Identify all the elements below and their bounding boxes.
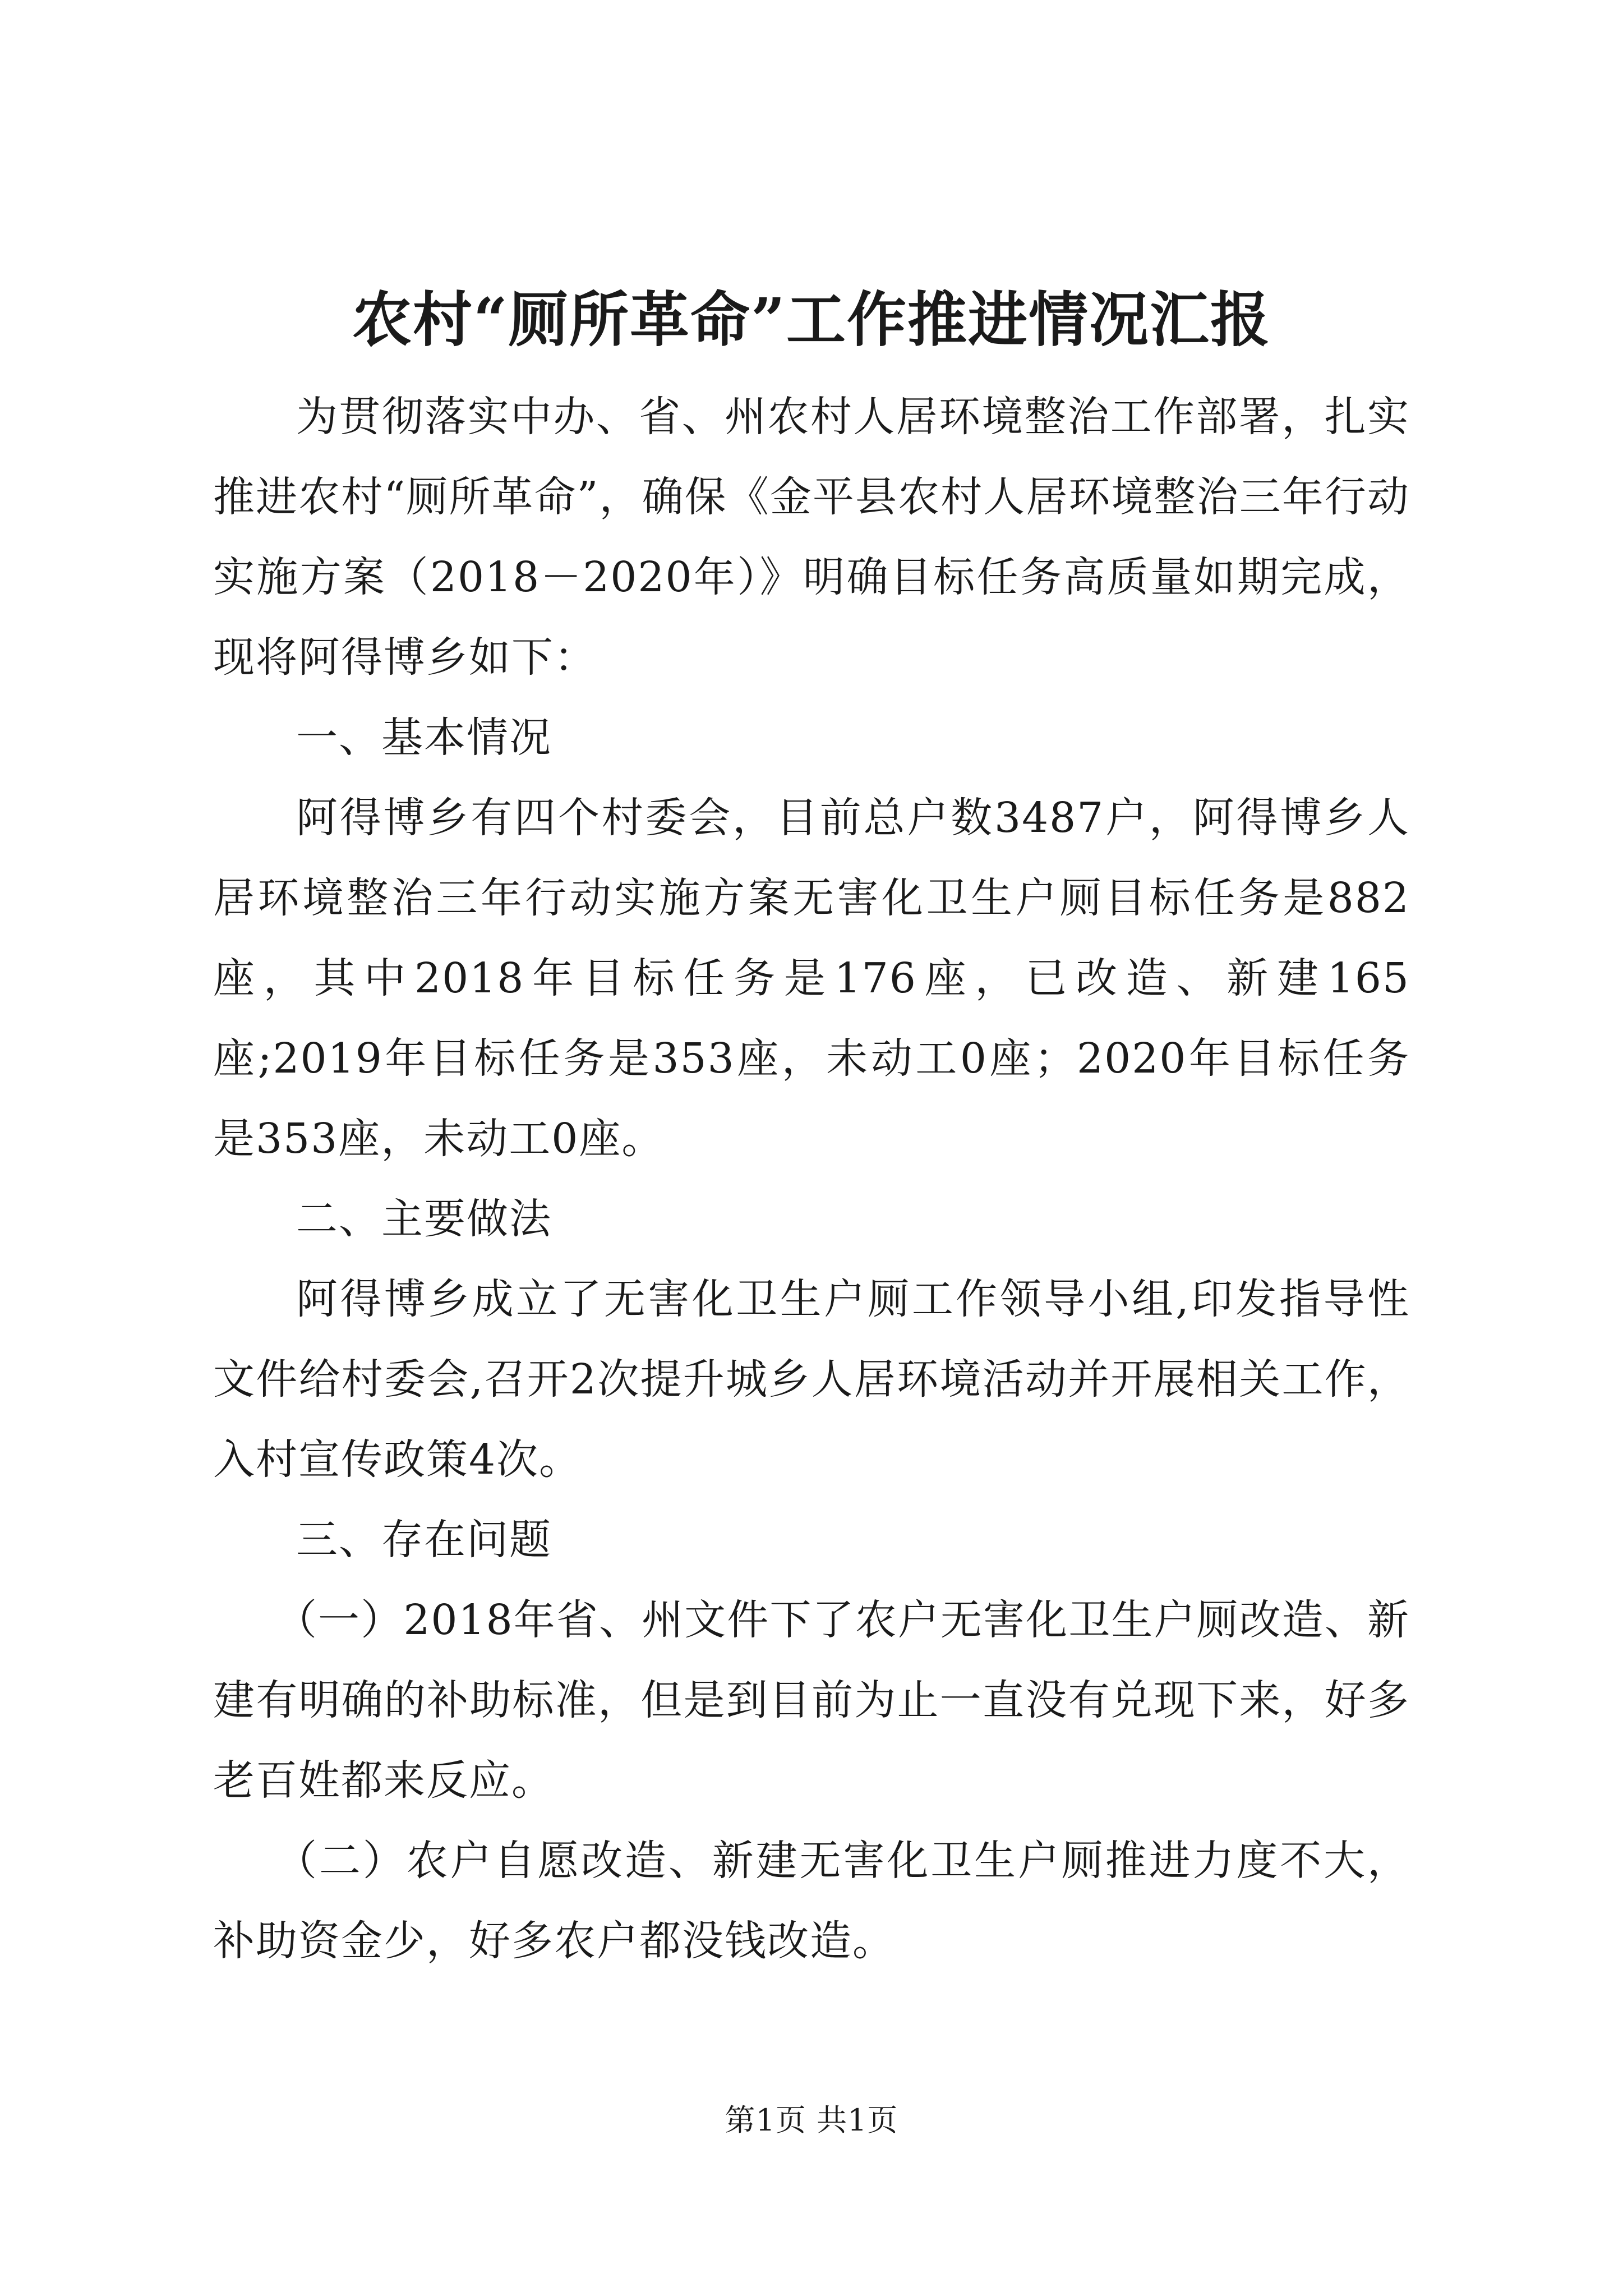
section-heading-main-practices: 二、主要做法 xyxy=(296,1195,552,1243)
section-body-basic-situation: 阿得博乡有四个村委会，目前总户数3487户，阿得博乡人居环境整治三年行动实施方案无害化卫生户厕目标任务是882座，其中2018年目标任务是176座，已改造、新建165座;2019年目标任务是353座，未动工0座；2020年目标任务是353座，未动工0座。 xyxy=(213,794,1410,1163)
section-body-main-practices: 阿得博乡成立了无害化卫生户厕工作领导小组,印发指导性文件给村委会,召开2次提升城乡人居环境活动并开展相关工作，入村宣传政策4次。 xyxy=(213,1275,1410,1484)
page-footer: 第1页 共1页 xyxy=(725,2102,898,2138)
document-body xyxy=(213,377,1410,1981)
document-title: 农村“厕所革命”工作推进情况汇报 xyxy=(352,284,1271,355)
section-heading-existing-problems: 三、存在问题 xyxy=(296,1516,552,1564)
intro-paragraph: 为贯彻落实中办、省、州农村人居环境整治工作部署，扎实推进农村“厕所革命”，确保《金平县农村人居环境整治三年行动实施方案（2018－2020年）》明确目标任务高质量如期完成，现将阿得博乡如下： xyxy=(213,393,1410,682)
section-heading-basic-situation: 一、基本情况 xyxy=(296,714,552,762)
problem-item-2: （二）农户自愿改造、新建无害化卫生户厕推进力度不大，补助资金少，好多农户都没钱改造。 xyxy=(213,1837,1410,1965)
problem-item-1: （一）2018年省、州文件下了农户无害化卫生户厕改造、新建有明确的补助标准，但是到目前为止一直没有兑现下来，好多老百姓都来反应。 xyxy=(213,1596,1410,1805)
